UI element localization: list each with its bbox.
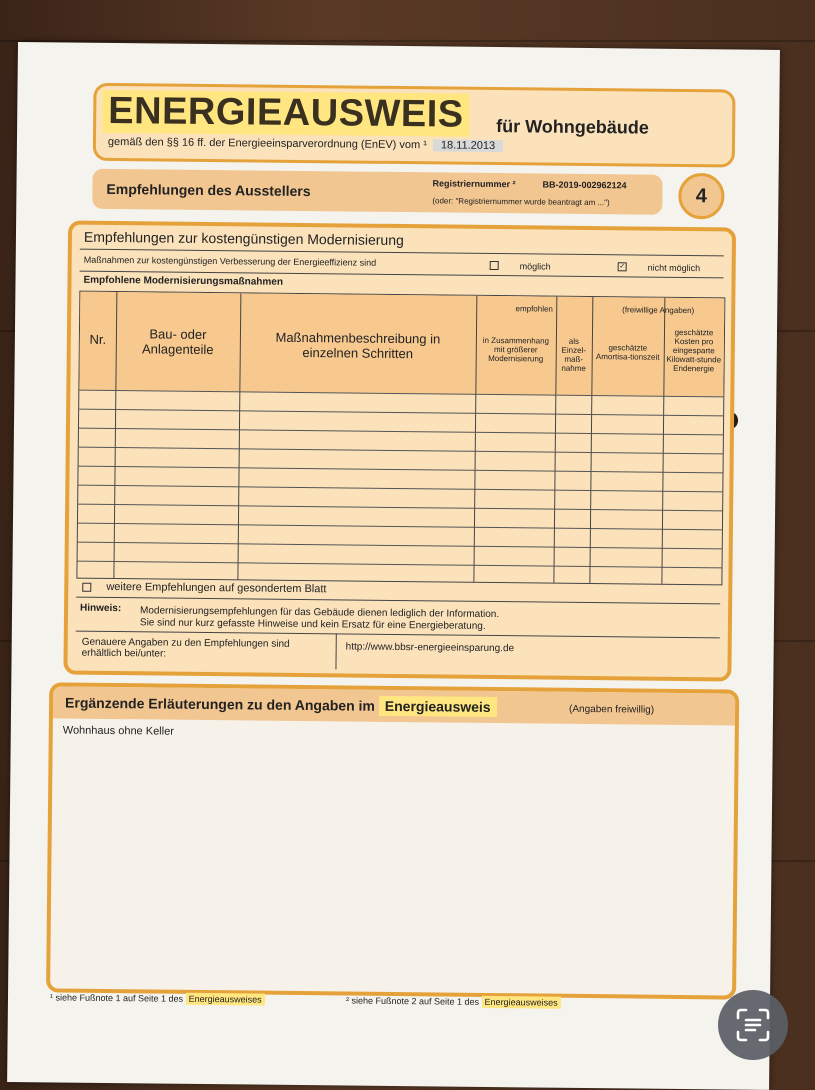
measures-text: Maßnahmen zur kostengünstigen Verbesserung der Energieeffizienz sind bbox=[83, 254, 377, 268]
explanations-title bbox=[65, 695, 497, 716]
page-subtitle: für Wohngebäude bbox=[496, 116, 649, 138]
certificate-page bbox=[7, 42, 780, 1090]
section-header bbox=[92, 169, 662, 215]
col-parts: Bau- oder Anlagenteile bbox=[141, 326, 214, 358]
registration-note: (oder: "Registriernummer wurde beantragt am ...") bbox=[432, 196, 610, 208]
footnote-1 bbox=[50, 992, 265, 1004]
title-box bbox=[93, 83, 736, 168]
hint-block bbox=[76, 602, 720, 632]
text-scan-button[interactable] bbox=[718, 990, 788, 1060]
col-single: als Einzel-maß-nahme bbox=[561, 336, 587, 373]
explanations-box bbox=[46, 682, 739, 999]
hint-label: Hinweis: bbox=[80, 602, 122, 615]
explanations-text: Wohnhaus ohne Keller bbox=[62, 724, 174, 738]
measures-table bbox=[76, 291, 725, 586]
more-recommendations-label: weitere Empfehlungen auf gesondertem Blatt bbox=[106, 580, 327, 596]
col-recommended: empfohlen bbox=[515, 304, 553, 314]
not-possible-label: nicht möglich bbox=[647, 262, 701, 274]
law-text: gemäß den §§ 16 ff. der Energieeinsparverordnung (EnEV) vom ¹ bbox=[107, 135, 427, 152]
page-title: ENERGIEAUSWEIS bbox=[102, 90, 470, 137]
hint-text-2: Sie sind nur kurz gefasste Hinweise und kein Ersatz für eine Energieberatung. bbox=[139, 617, 486, 632]
explanations-title-highlight: Energieausweis bbox=[379, 696, 497, 717]
registration-label: Registriernummer ² bbox=[432, 178, 516, 190]
col-optional: (freiwillige Angaben) bbox=[622, 305, 695, 316]
possible-checkbox[interactable] bbox=[490, 261, 499, 270]
col-nr: Nr. bbox=[89, 331, 107, 347]
law-date: 18.11.2013 bbox=[433, 139, 503, 152]
details-label: Genauere Angaben zu den Empfehlungen sind erhältlich bei/unter: bbox=[81, 636, 290, 660]
law-reference bbox=[108, 136, 503, 152]
explanations-note: (Angaben freiwillig) bbox=[568, 703, 655, 716]
col-amortization: geschätzte Amortisa-tionszeit bbox=[595, 343, 660, 362]
registration-number: BB-2019-002962124 bbox=[542, 179, 627, 191]
text-scan-icon bbox=[736, 1008, 770, 1042]
recommendations-box bbox=[63, 221, 736, 682]
table-title: Empfohlene Modernisierungsmaßnahmen bbox=[83, 274, 284, 288]
explanations-header bbox=[53, 686, 735, 725]
footnote-1-highlight: Energieausweises bbox=[186, 993, 265, 1006]
more-recommendations-row bbox=[82, 581, 326, 596]
details-url[interactable]: http://www.bbsr-energieeinsparung.de bbox=[345, 641, 515, 655]
page-number: 4 bbox=[678, 173, 724, 219]
col-costs: geschätzte Kosten pro eingesparte Kilowatt-stunde Endenergie bbox=[666, 327, 722, 374]
footnote-2-text: ² siehe Fußnote 2 auf Seite 1 des bbox=[345, 995, 480, 1007]
footnote-2 bbox=[346, 995, 561, 1007]
explanations-title-prefix: Ergänzende Erläuterungen zu den Angaben im bbox=[65, 694, 376, 714]
footnote-2-highlight: Energieausweises bbox=[482, 996, 561, 1009]
section-title: Empfehlungen des Ausstellers bbox=[106, 180, 311, 200]
possible-label: möglich bbox=[519, 261, 551, 272]
col-description: Maßnahmenbeschreibung in einzelnen Schritten bbox=[275, 329, 441, 362]
footnote-1-text: ¹ siehe Fußnote 1 auf Seite 1 des bbox=[49, 992, 184, 1004]
recommendations-title: Empfehlungen zur kostengünstigen Modernisierung bbox=[83, 228, 404, 249]
col-in-context: in Zusammenhang mit größerer Modernisierung bbox=[482, 335, 550, 364]
not-possible-checkbox[interactable]: ✓ bbox=[619, 263, 626, 271]
more-recommendations-checkbox[interactable] bbox=[82, 582, 91, 591]
hint-text-1: Modernisierungsempfehlungen für das Gebäude dienen lediglich der Information. bbox=[139, 605, 500, 621]
